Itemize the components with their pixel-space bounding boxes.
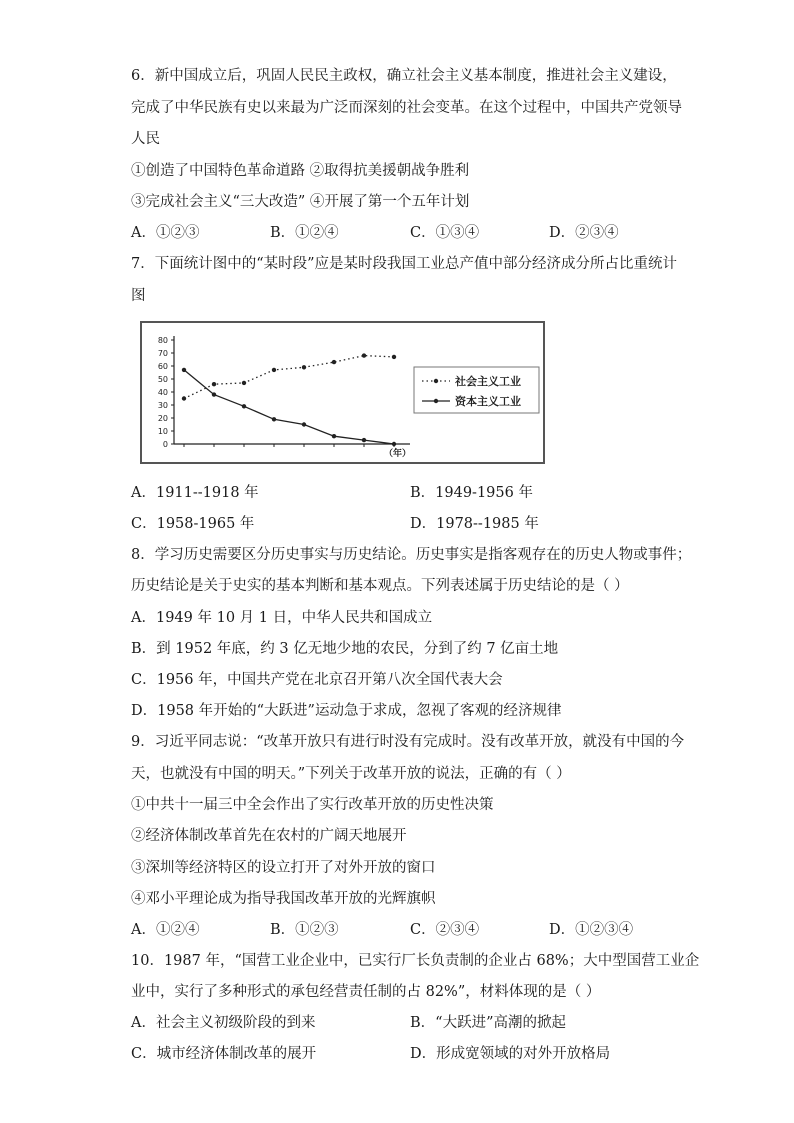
data-point — [302, 365, 306, 369]
data-point — [302, 422, 306, 426]
q6-item-line-1: ①创造了中国特色革命道路 ②取得抗美援朝战争胜利 — [131, 163, 470, 179]
q9-option-d[interactable]: D．①②③④ — [549, 922, 634, 938]
q6-option-c[interactable]: C．①③④ — [410, 225, 480, 241]
q7-option-c[interactable]: C．1958-1965 年 — [131, 516, 255, 532]
q9-option-a[interactable]: A．①②④ — [131, 922, 200, 938]
data-point — [242, 404, 246, 408]
q10-option-c[interactable]: C．城市经济体制改革的展开 — [131, 1046, 317, 1062]
data-point — [392, 355, 396, 359]
x-axis-label: （年） — [384, 449, 412, 459]
data-point — [212, 382, 216, 386]
q10-option-d[interactable]: D．形成宽领域的对外开放格局 — [410, 1046, 611, 1062]
legend-label-1: 社会主义工业 — [455, 375, 521, 388]
q9-item-line-2: ②经济体制改革首先在农村的广阔天地展开 — [131, 828, 407, 844]
q7-option-a[interactable]: A．1911--1918 年 — [131, 485, 259, 501]
q6-stem-line-1: 6．新中国成立后，巩固人民民主政权，确立社会主义基本制度，推进社会主义建设， — [131, 68, 677, 84]
y-tick-label: 50 — [157, 375, 168, 384]
series-line-2 — [184, 370, 394, 444]
data-point — [362, 438, 366, 442]
legend-label-2: 资本主义工业 — [455, 395, 521, 408]
q10-option-a[interactable]: A．社会主义初级阶段的到来 — [131, 1015, 316, 1031]
y-tick-label: 10 — [157, 427, 168, 436]
data-point — [212, 392, 216, 396]
q9-item-line-3: ③深圳等经济特区的设立打开了对外开放的窗口 — [131, 860, 436, 876]
q6-item-line-2: ③完成社会主义“三大改造” ④开展了第一个五年计划 — [131, 194, 470, 210]
q9-item-line-1: ①中共十一届三中全会作出了实行改革开放的历史性决策 — [131, 797, 494, 813]
q10-stem-line-1: 10．1987 年，“国营工业企业中，已实行厂长负责制的企业占 68%；大中型国营工业企 — [131, 953, 700, 969]
data-point — [272, 417, 276, 421]
q6-option-b[interactable]: B．①②④ — [270, 225, 339, 241]
data-point — [272, 368, 276, 372]
y-tick-label: 0 — [162, 440, 168, 449]
data-point — [332, 434, 336, 438]
y-tick-label: 60 — [157, 362, 168, 371]
q7-option-d[interactable]: D．1978--1985 年 — [410, 516, 539, 532]
q8-option-d[interactable]: D．1958 年开始的“大跃进”运动急于求成，忽视了客观的经济规律 — [131, 703, 562, 719]
data-point — [182, 368, 186, 372]
legend-marker-1 — [434, 379, 438, 383]
q7-option-b[interactable]: B．1949-1956 年 — [410, 485, 533, 501]
data-point — [392, 442, 396, 446]
q8-option-b[interactable]: B．到 1952 年底，约 3 亿无地少地的农民，分到了约 7 亿亩土地 — [131, 641, 559, 657]
y-tick-label: 30 — [157, 401, 168, 410]
data-point — [362, 353, 366, 357]
y-tick-label: 80 — [157, 336, 168, 345]
q10-option-b[interactable]: B．“大跃进”高潮的掀起 — [410, 1015, 566, 1031]
q6-option-a[interactable]: A．①②③ — [131, 225, 200, 241]
q9-option-c[interactable]: C．②③④ — [410, 922, 480, 938]
q8-option-c[interactable]: C．1956 年，中国共产党在北京召开第八次全国代表大会 — [131, 672, 503, 688]
q9-stem-line-1: 9．习近平同志说：“改革开放只有进行时没有完成时。没有改革开放，就没有中国的今 — [131, 734, 685, 750]
q7-stem-line-1: 7．下面统计图中的“某时段”应是某时段我国工业总产值中部分经济成分所占比重统计 — [131, 256, 678, 272]
q9-stem-line-2: 天，也就没有中国的明天。”下列关于改革开放的说法，正确的有（ ） — [131, 766, 571, 782]
q8-stem-line-1: 8．学习历史需要区分历史事实与历史结论。历史事实是指客观存在的历史人物或事件； — [131, 547, 692, 563]
q9-item-line-4: ④邓小平理论成为指导我国改革开放的光辉旗帜 — [131, 891, 436, 907]
series-line-1 — [184, 356, 394, 399]
data-point — [182, 396, 186, 400]
line-chart — [142, 323, 543, 462]
q6-stem-line-3: 人民 — [131, 131, 160, 147]
q6-option-d[interactable]: D．②③④ — [549, 225, 619, 241]
q8-stem-line-2: 历史结论是关于史实的基本判断和基本观点。下列表述属于历史结论的是（ ） — [131, 578, 629, 594]
q7-chart — [140, 321, 545, 464]
y-tick-label: 40 — [157, 388, 168, 397]
legend-marker-2 — [434, 399, 438, 403]
q8-option-a[interactable]: A．1949 年 10 月 1 日，中华人民共和国成立 — [131, 610, 433, 626]
y-tick-label: 20 — [157, 414, 168, 423]
y-tick-label: 70 — [157, 349, 168, 358]
q9-option-b[interactable]: B．①②③ — [270, 922, 339, 938]
q6-stem-line-2: 完成了中华民族有史以来最为广泛而深刻的社会变革。在这个过程中，中国共产党领导 — [131, 100, 682, 116]
data-point — [332, 360, 336, 364]
data-point — [242, 381, 246, 385]
q7-stem-line-2: 图 — [131, 288, 146, 304]
q10-stem-line-2: 业中，实行了多种形式的承包经营责任制的占 82%”，材料体现的是（ ） — [131, 984, 601, 1000]
